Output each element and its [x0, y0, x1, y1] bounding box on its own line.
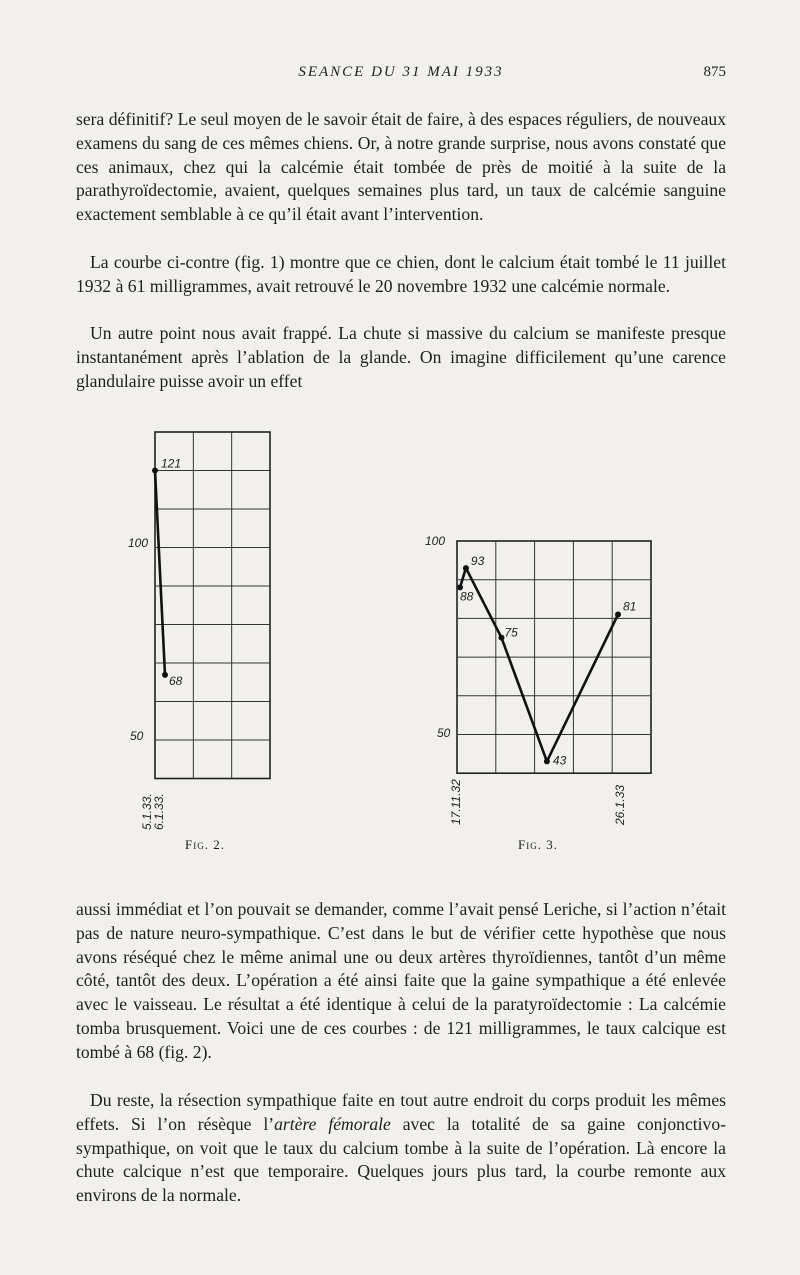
- figure-3-chart: [425, 534, 651, 826]
- fig3-label-81: 81: [623, 599, 637, 614]
- paragraph-5-end: avec la totalité de sa gaine conjonctivo-sympathique, on voit que le taux du calcium tombe à la suite de l’opération. Là encore la chute calcique n’est que temporaire. Quelques jours plus tard, la courbe remonte aux environs de la normale.: [76, 1113, 726, 1206]
- fig2-xlabel-2: 6.1.33.: [152, 793, 166, 830]
- fig2-grid-frame: [155, 432, 270, 779]
- fig2-point-68: [162, 672, 168, 678]
- fig2-label-121: 121: [161, 456, 182, 471]
- paragraph-4: aussi immédiat et l’on pouvait se demander, comme l’avait pensé Leriche, si l’action n’était pas de nature neuro-sympathique. C’est dans le but de vérifier cette hypothèse que nous avons réséqué chez le même animal une ou deux artères thyroïdiennes, tantôt d’un même côté, tantôt des deux. L’opération a été ainsi faite que la gaine sympathique a été enlevée avec le vaisseau. Le résultat a été identique à celui de la paratyroïdectomie : La calcémie tomba brusquement. Voici une de ces courbes : de 121 milligrammes, le taux calcique est tombé à 68 (fig. 2).: [76, 899, 726, 1062]
- figure-3-grid: [457, 541, 651, 773]
- figure-3-marks: [457, 554, 636, 767]
- figure-2-caption: Fig. 2.: [185, 837, 225, 852]
- figure-2-chart: [128, 432, 270, 830]
- fig2-xlabel-1: 5.1.33.: [140, 793, 154, 830]
- fig3-xlabel-1: 17.11.32: [449, 779, 463, 825]
- paragraph-1: sera définitif? Le seul moyen de le savoir était de faire, à des espaces réguliers, de nouveaux examens du sang de ces mêmes chiens. Or, à notre grande surprise, nous avons constaté que ces animaux, chez qui la calcémie était tombée de près de moitié à la suite de la parathyroïdectomie, avaient, quelques semaines plus tard, un taux de calcémie sanguine exactement semblable à ce qu’il était avant l’intervention.: [76, 109, 726, 225]
- fig2-ytick-100: 100: [128, 536, 149, 550]
- fig3-xlabel-2: 26.1.33: [613, 784, 627, 825]
- fig3-point-93: [463, 565, 469, 571]
- fig3-point-43: [544, 758, 550, 764]
- fig3-label-43: 43: [552, 753, 567, 768]
- fig3-series-line: [460, 568, 618, 761]
- fig3-ytick-100: 100: [425, 534, 446, 548]
- fig2-ytick-50: 50: [130, 729, 144, 743]
- fig2-series-line: [155, 471, 165, 675]
- fig3-label-88: 88: [460, 589, 474, 604]
- paragraph-5: [76, 1089, 726, 1208]
- fig2-label-68: 68: [169, 673, 183, 688]
- figure-2-grid: [155, 432, 270, 779]
- running-title: SEANCE DU 31 MAI 1933: [298, 64, 504, 80]
- paragraph-3: Un autre point nous avait frappé. La chute si massive du calcium se manifeste presque instantanément après l’ablation de la glande. On imagine difficilement qu’une carence glandulaire puisse avoir un effet: [76, 323, 726, 391]
- paragraph-5-italic: artère fémorale: [274, 1113, 391, 1134]
- fig3-point-81: [615, 611, 621, 617]
- fig2-point-121: [152, 468, 158, 474]
- fig3-ytick-50: 50: [437, 726, 451, 740]
- page-number: 875: [703, 64, 726, 80]
- figure-3-caption: Fig. 3.: [518, 837, 558, 852]
- paragraph-5-start: Du reste, la résection sympathique faite en tout autre endroit du corps produit les mêmes effets. Si l’on résèque l’: [76, 1090, 726, 1134]
- paragraph-2: La courbe ci-contre (fig. 1) montre que ce chien, dont le calcium était tombé le 11 juillet 1932 à 61 milligrammes, avait retrouvé le 20 novembre 1932 une calcémie normale.: [76, 252, 726, 296]
- fig3-label-93: 93: [470, 554, 485, 569]
- fig3-label-75: 75: [504, 625, 518, 640]
- figure-2-marks: [152, 457, 183, 688]
